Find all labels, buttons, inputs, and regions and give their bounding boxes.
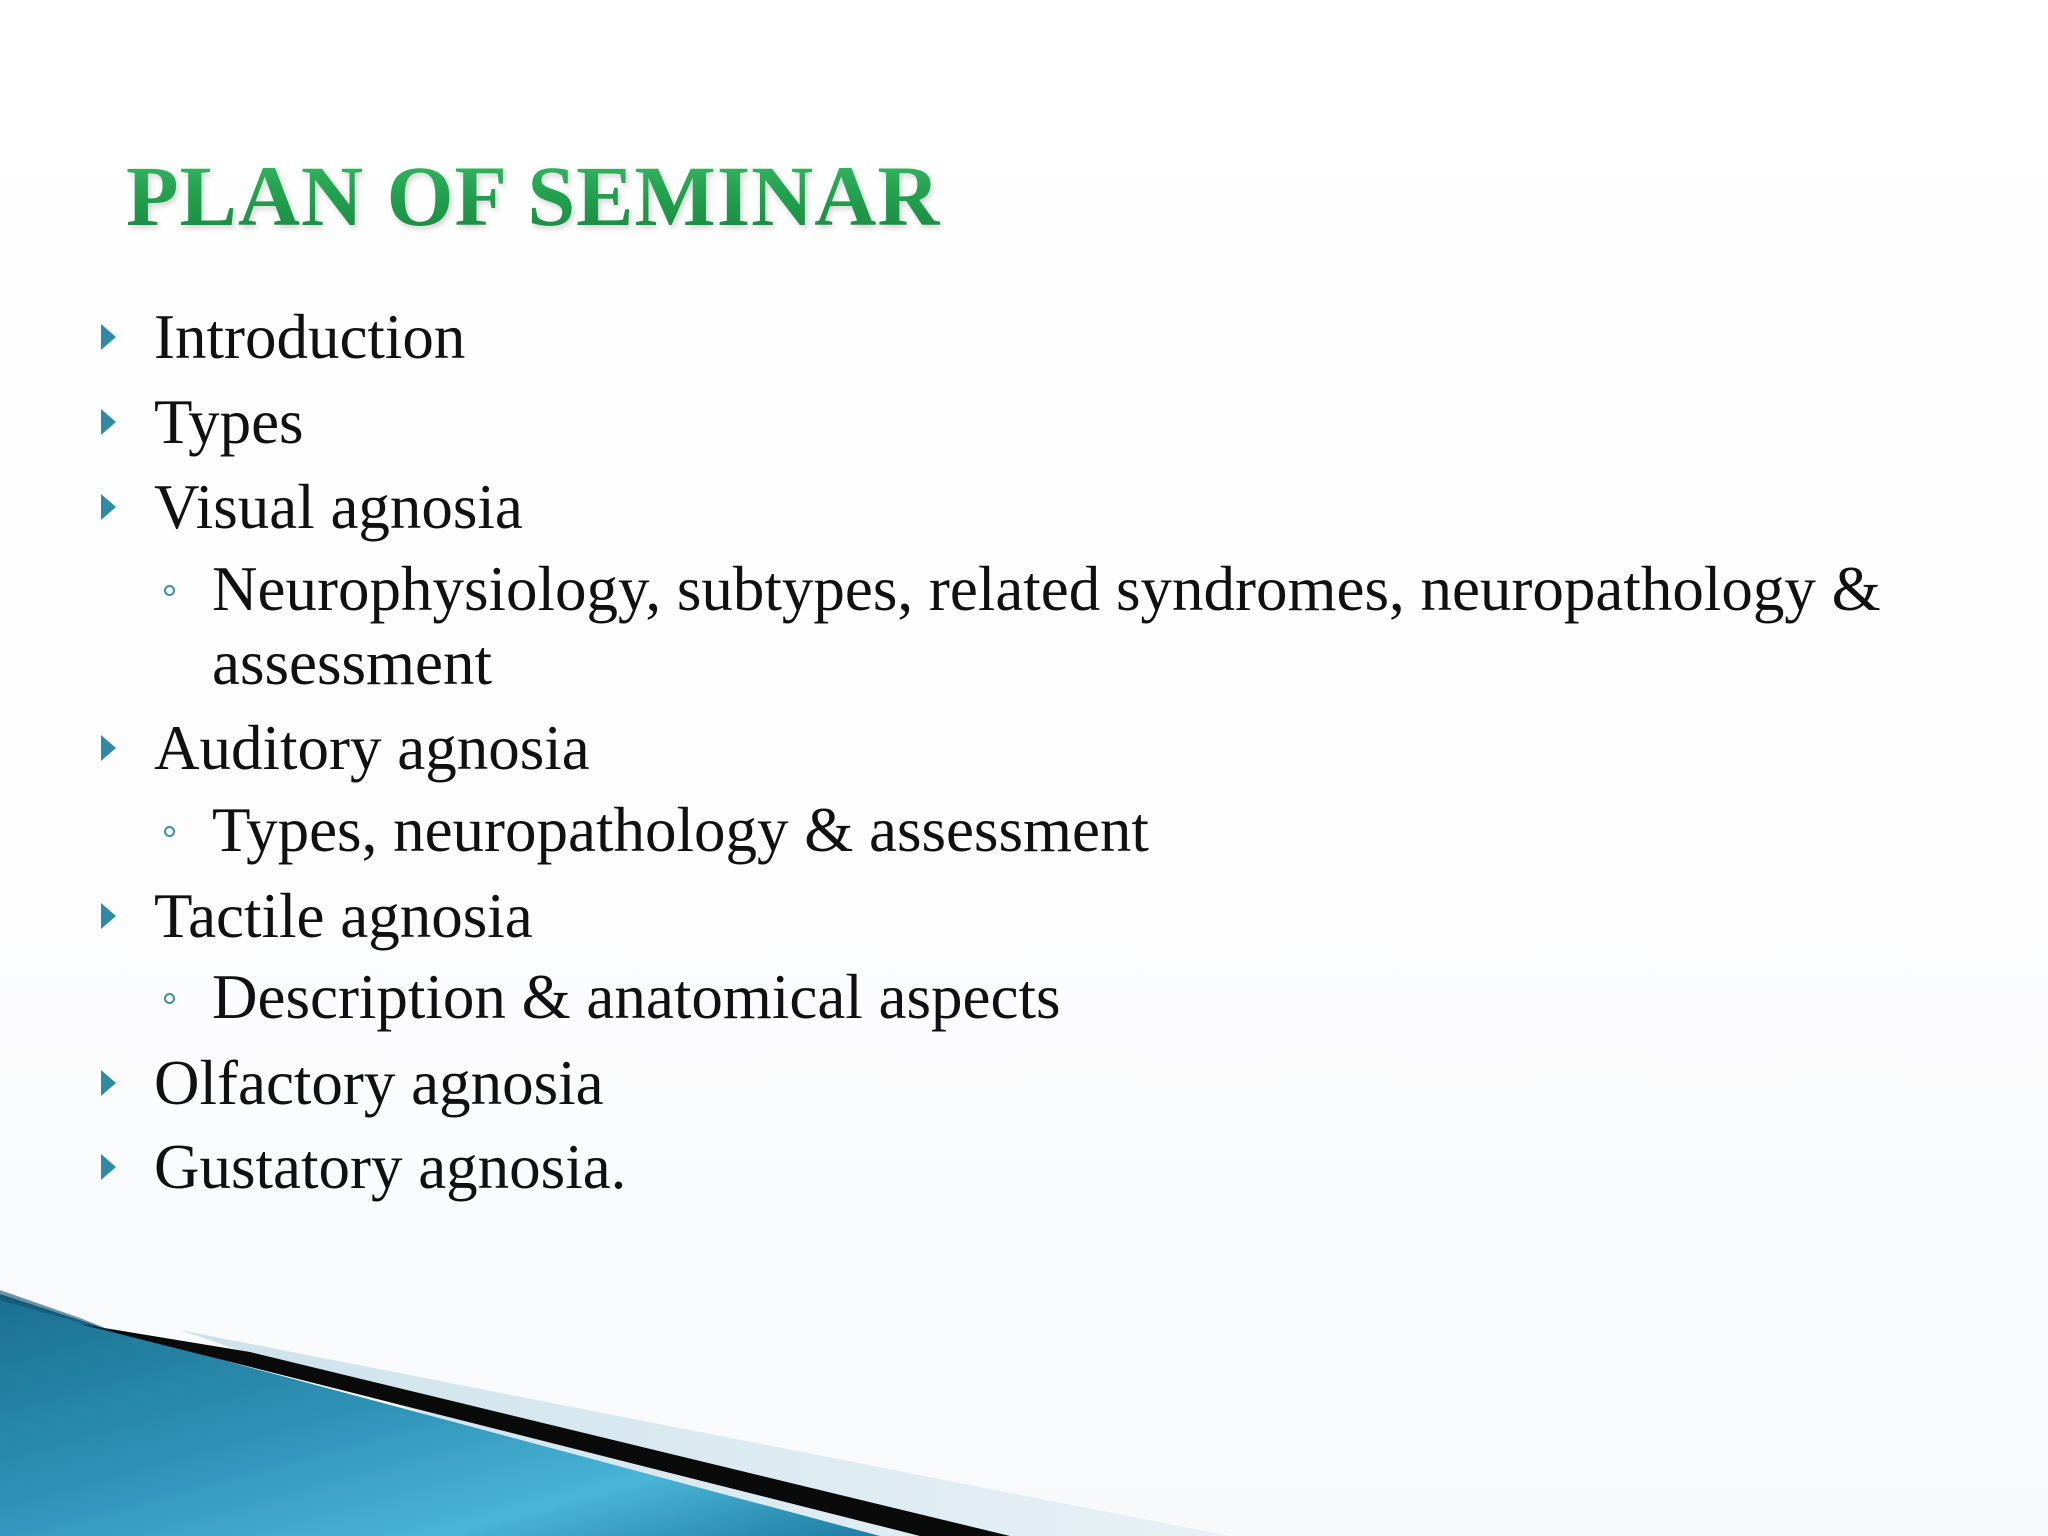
list-item-label: Tactile agnosia	[154, 881, 533, 951]
sub-item-label: Neurophysiology, subtypes, related syndromes, neuropathology & assessment	[212, 554, 1881, 698]
list-item-types	[0, 382, 2000, 462]
decorative-corner-swoosh	[0, 1276, 2048, 1536]
list-item-olfactory-agnosia	[0, 1043, 2000, 1123]
list-item-visual-agnosia	[0, 467, 2000, 547]
triangle-right-icon	[101, 1070, 116, 1096]
list-item-label: Visual agnosia	[154, 472, 523, 542]
triangle-right-icon	[101, 735, 116, 761]
sub-item-label: Description & anatomical aspects	[212, 962, 1061, 1032]
list-item-tactile-agnosia	[0, 876, 2000, 956]
triangle-right-icon	[101, 494, 116, 520]
triangle-right-icon	[101, 1154, 116, 1180]
circle-outline-icon	[164, 826, 175, 837]
list-item-label: Introduction	[154, 302, 466, 372]
circle-outline-icon	[164, 993, 175, 1004]
triangle-right-icon	[101, 409, 116, 435]
list-item-label: Olfactory agnosia	[154, 1048, 604, 1118]
list-item-label: Auditory agnosia	[154, 713, 590, 783]
list-item-gustatory-agnosia	[0, 1127, 2000, 1207]
sub-item-label: Types, neuropathology & assessment	[212, 795, 1149, 865]
list-item-label: Types	[154, 387, 304, 457]
list-item-auditory-agnosia	[0, 708, 2000, 788]
list-item-introduction	[0, 297, 2000, 377]
triangle-right-icon	[101, 324, 116, 350]
triangle-right-icon	[101, 903, 116, 929]
list-item-label: Gustatory agnosia.	[154, 1132, 627, 1202]
circle-outline-icon	[164, 585, 175, 596]
slide-title: PLAN OF SEMINAR	[126, 148, 941, 244]
